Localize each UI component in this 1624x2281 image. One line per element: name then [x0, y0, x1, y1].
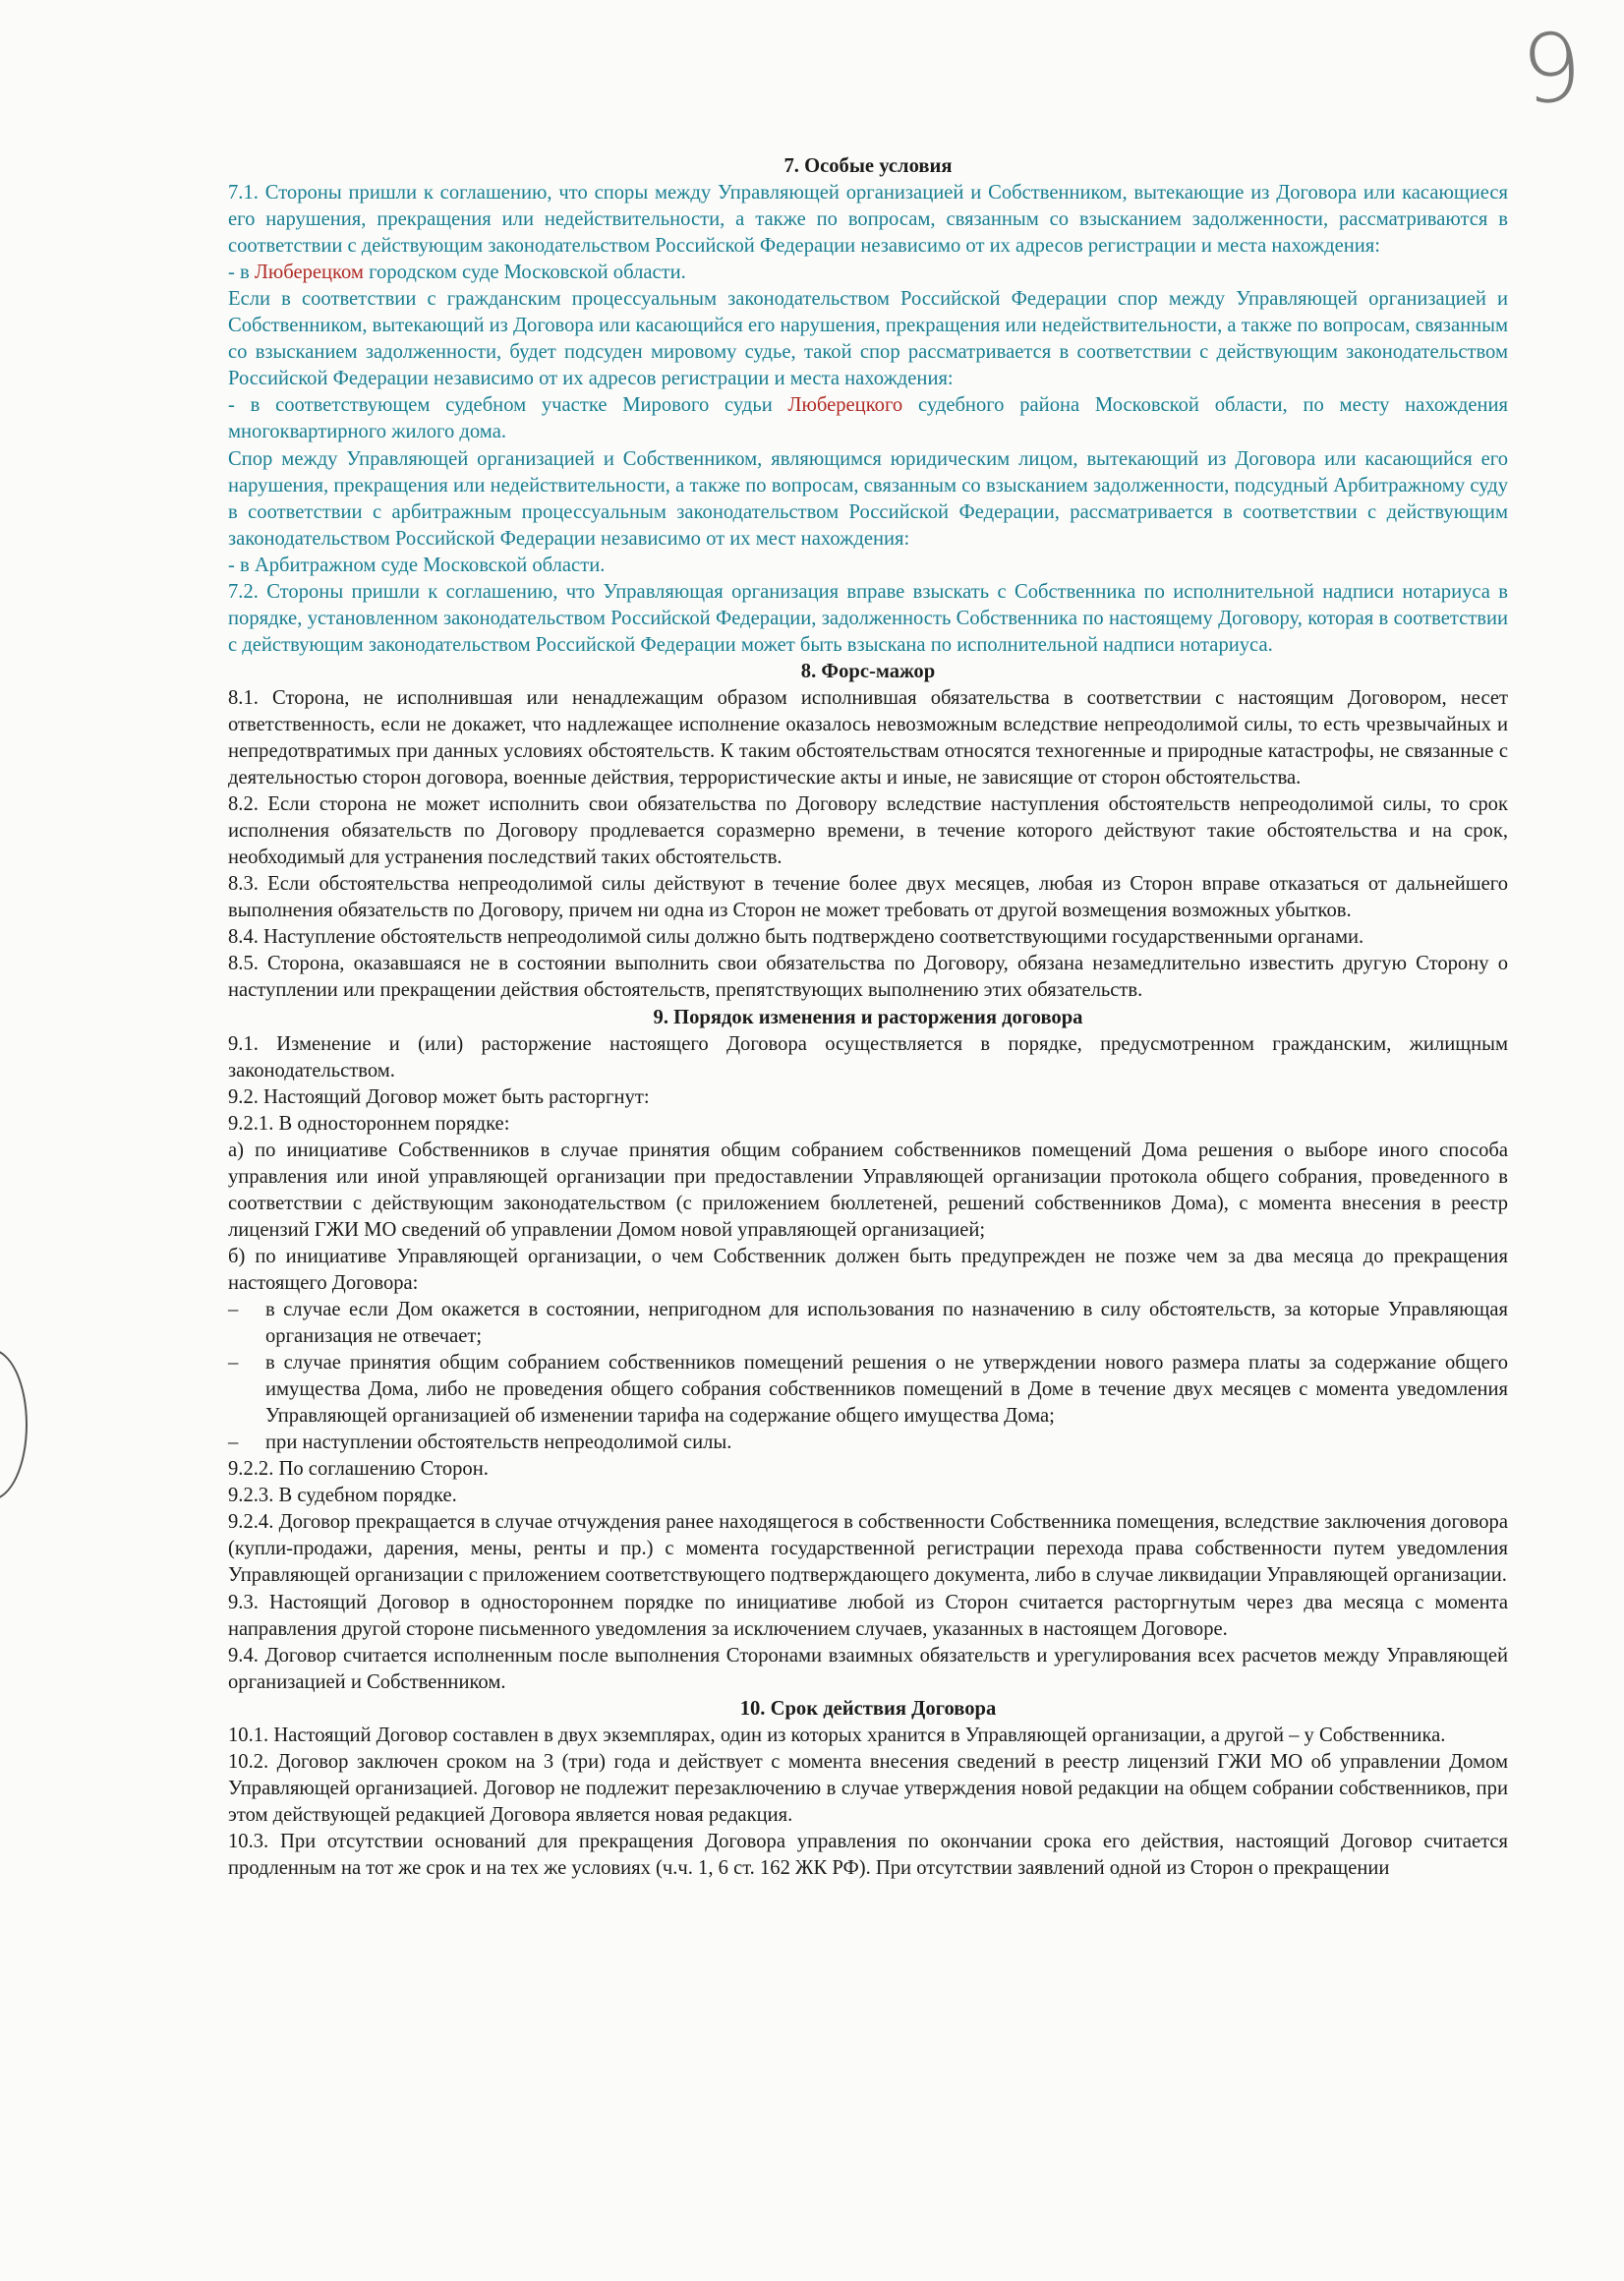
dash-bullet: –	[228, 1352, 239, 1374]
section-9-paragraph: 9.3. Настоящий Договор в одностороннем порядке по инициативе любой из Сторон считается расторгнутым через два месяца с момента направления другой стороне письменного уведомления за исключением случаев, указанных в настоящем Договоре.	[228, 1591, 1508, 1640]
section-7-paragraph: Спор между Управляющей организацией и Собственником, являющимся юридическим лицом, вытекающий из Договора или касающийся его нарушения, прекращения или недействительности, а также по вопросам, связанным со взысканием задолженности, подсудный Арбитражному суду в соответствии с арбитражным процессуальным законодательством Российской Федерации, рассматривается в соответствии с действующим законодательством Российской Федерации независимо от их мест нахождения:	[228, 447, 1508, 550]
dash-bullet: –	[228, 1432, 239, 1454]
section-9-paragraph: б) по инициативе Управляющей организации, о чем Собственник должен быть предупрежден не позже чем за два месяца до прекращения настоящего Договора:	[228, 1245, 1508, 1294]
document-body	[228, 153, 1508, 1882]
city-name: Люберецком	[254, 262, 364, 284]
section-9-paragraph: а) по инициативе Собственников в случае принятия общим собранием собственников помещений Дома решения о выборе иного способа управления или иной управляющей организации при предоставлении Управляющей организации протокола общего собрания, проведенного в соответствии с действующим законодательством (с приложением бюллетеней, решений собственников Дома), с момента внесения в реестр лицензий ГЖИ МО сведений об управлении Домом новой управляющей организацией;	[228, 1139, 1508, 1241]
section-9-paragraph: 9.2.4. Договор прекращается в случае отчуждения ранее находящегося в собственности Собственника помещения, вследствие заключения договора (купли-продажи, дарения, мены, ренты и пр.) с момента государственной регистрации перехода права собственности путем уведомления Управляющей организации с приложением соответствующего подтверждающего документа, либо в случае ликвидации Управляющей организации.	[228, 1511, 1508, 1587]
section-8-paragraph: 8.2. Если сторона не может исполнить свои обязательства по Договору вследствие наступления обстоятельств непреодолимой силы, то срок исполнения обязательств по Договору продлевается соразмерно времени, в течение которого действуют такие обстоятельства и на срок, необходимый для устранения последствий таких обстоятельств.	[228, 793, 1508, 869]
text-run: городском суде Московской области.	[363, 262, 686, 284]
section-7-title: 7. Особые условия	[783, 155, 953, 177]
city-name: Люберецкого	[787, 394, 903, 417]
section-9-paragraph: 9.1. Изменение и (или) расторжение настоящего Договора осуществляется в порядке, предусмотренном гражданским, жилищным законодательством.	[228, 1032, 1508, 1082]
section-9-paragraph: 9.2. Настоящий Договор может быть расторгнут:	[228, 1085, 650, 1108]
text-run: - в соответствующем судебном участке Мирового судьи	[228, 394, 788, 417]
list-item-text: в случае принятия общим собранием собственников помещений решения о не утверждении нового размера платы за содержание общего имущества Дома, либо не проведения общего собрания собственников помещений в Доме в течение двух месяцев с момента уведомления Управляющей организацией об изменении тарифа на содержание общего имущества Дома;	[265, 1352, 1508, 1428]
section-7-paragraph	[228, 260, 1508, 286]
section-9-paragraph: 9.2.3. В судебном порядке.	[228, 1485, 457, 1507]
dash-list-item	[228, 1297, 1508, 1350]
text-run: - в	[228, 262, 255, 284]
handwritten-page-number: 9	[1518, 12, 1586, 126]
section-9-title: 9. Порядок изменения и расторжения договора	[653, 1006, 1083, 1028]
section-8-title: 8. Форс-мажор	[800, 660, 936, 682]
section-7-paragraph: 7.2. Стороны пришли к соглашению, что Управляющая организация вправе взыскать с Собственника по исполнительной надписи нотариуса в порядке, установленном законодательством Российской Федерации, задолженность Собственника по настоящему Договору, которая в соответствии с действующим законодательством Российской Федерации может быть взыскана по исполнительной надписи нотариуса.	[228, 580, 1508, 656]
section-7-paragraph: 7.1. Стороны пришли к соглашению, что споры между Управляющей организацией и Собственником, вытекающие из Договора или касающиеся его нарушения, прекращения или недействительности, а также по вопросам, связанным со взысканием задолженности, рассматриваются в соответствии с действующим законодательством Российской Федерации независимо от их адресов регистрации и места нахождения:	[228, 182, 1508, 258]
section-8-paragraph: 8.4. Наступление обстоятельств непреодолимой силы должно быть подтверждено соответствующими государственными органами.	[228, 926, 1364, 949]
section-7-paragraph: Если в соответствии с гражданским процессуальным законодательством Российской Федерации спор между Управляющей организацией и Собственником, вытекающий из Договора или касающийся его нарушения, прекращения или недействительности, а также по вопросам, связанным со взысканием задолженности, будет подсуден мировому судье, такой спор рассматривается в соответствии с действующим законодательством Российской Федерации независимо от их адресов регистрации и места нахождения:	[228, 288, 1508, 390]
dash-bullet: –	[228, 1299, 239, 1321]
section-7-paragraph: - в Арбитражном суде Московской области.	[228, 554, 606, 576]
text-run: судебного района Московской области, по месту нахождения многоквартирного жилого дома.	[228, 394, 1508, 443]
list-item-text: при наступлении обстоятельств непреодолимой силы.	[265, 1432, 732, 1454]
section-9-paragraph: 9.4. Договор считается исполненным после выполнения Сторонами взаимных обязательств и урегулирования всех расчетов между Управляющей организацией и Собственником.	[228, 1644, 1508, 1693]
section-8-paragraph: 8.1. Сторона, не исполнившая или ненадлежащим образом исполнившая обязательства в соответствии с настоящим Договором, несет ответственность, если не докажет, что надлежащее исполнение оказалось невозможным вследствие непреодолимой силы, то есть чрезвычайных и непредотвратимых при данных условиях обстоятельств. К таким обстоятельствам относятся техногенные и природные катастрофы, не связанные с деятельностью сторон договора, военные действия, террористические акты и иные, не зависящие от сторон обстоятельства.	[228, 686, 1508, 790]
section-10-paragraph: 10.1. Настоящий Договор составлен в двух экземплярах, один из которых хранится в Управляющей организации, а другой – у Собственника.	[228, 1724, 1446, 1746]
dash-list-item	[228, 1430, 1508, 1456]
punch-hole-mark	[0, 1349, 28, 1500]
section-9-paragraph: 9.2.1. В одностороннем порядке:	[228, 1112, 510, 1135]
section-7-paragraph	[228, 392, 1508, 445]
list-item-text: в случае если Дом окажется в состоянии, непригодном для использования по назначению в силу обстоятельств, за которые Управляющая организация не отвечает;	[265, 1299, 1508, 1348]
section-10-paragraph: 10.3. При отсутствии оснований для прекращения Договора управления по окончании срока его действия, настоящий Договор считается продленным на тот же срок и на тех же условиях (ч.ч. 1, 6 ст. 162 ЖК РФ). При отсутствии заявлений одной из Сторон о прекращении	[228, 1830, 1508, 1879]
dash-list-item	[228, 1350, 1508, 1430]
section-8-paragraph: 8.5. Сторона, оказавшаяся не в состоянии выполнить свои обязательства по Договору, обязана незамедлительно известить другую Сторону о наступлении или прекращении действия обстоятельств, препятствующих выполнению этих обязательств.	[228, 953, 1508, 1002]
section-8-paragraph: 8.3. Если обстоятельства непреодолимой силы действуют в течение более двух месяцев, любая из Сторон вправе отказаться от дальнейшего выполнения обязательств по Договору, причем ни одна из Сторон не может требовать от другой возмещения возможных убытков.	[228, 873, 1508, 922]
section-10-paragraph: 10.2. Договор заключен сроком на 3 (три) года и действует с момента внесения сведений в реестр лицензий ГЖИ МО об управлении Домом Управляющей организацией. Договор не подлежит перезаключению в случае утверждения новой редакции на общем собрании собственников, при этом действующей редакцией Договора является новая редакция.	[228, 1750, 1508, 1826]
section-9-paragraph: 9.2.2. По соглашению Сторон.	[228, 1458, 489, 1481]
section-10-title: 10. Срок действия Договора	[739, 1697, 997, 1720]
